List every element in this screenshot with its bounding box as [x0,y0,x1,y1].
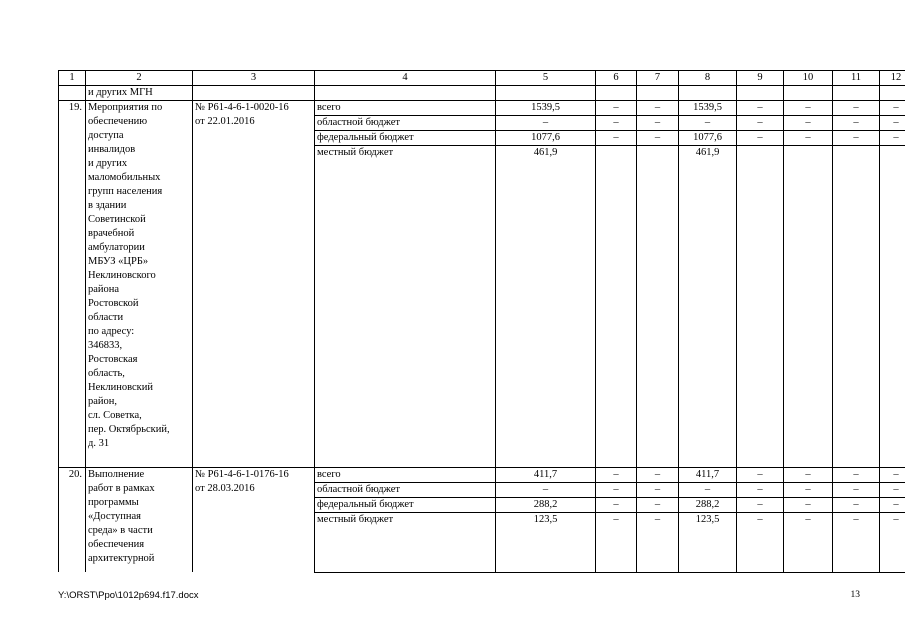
budget-value-c12: – [880,498,905,513]
description-line: обеспечению [88,116,148,127]
budget-value-c12 [880,146,905,468]
budget-value-c5: 411,7 [496,468,596,483]
budget-value-c11 [833,146,880,468]
header-cell: 6 [596,71,637,86]
budget-source: местный бюджет [315,146,496,468]
budget-value-c10: – [784,131,833,146]
item-document [193,468,315,572]
header-cell: 7 [637,71,679,86]
budget-value-c5: 123,5 [496,513,596,572]
description-line: амбулатории [88,242,145,253]
description-line: области [88,312,124,323]
description-line: МБУЗ «ЦРБ» [88,256,149,267]
budget-value-c12: – [880,116,905,131]
header-cell: 10 [784,71,833,86]
budget-value-c12: – [880,131,905,146]
budget-value-c11: – [833,131,880,146]
carry-row [59,86,905,101]
budget-value-c10: – [784,101,833,116]
description-line: Неклиновского [88,270,156,281]
document-line: от 22.01.2016 [195,116,255,127]
budget-value-c6: – [596,483,637,498]
budget-value-c7: – [637,483,679,498]
item-index: 19. [59,101,86,468]
budget-value-c7 [637,146,679,468]
header-cell: 1 [59,71,86,86]
description-line: инвалидов [88,144,136,155]
header-cell: 8 [679,71,737,86]
budget-value-c6: – [596,468,637,483]
footer-page-number: 13 [850,590,860,600]
budget-source: федеральный бюджет [315,498,496,513]
description-line: Ростовская [88,354,138,365]
budget-value-c11: – [833,468,880,483]
budget-value-c8: – [679,483,737,498]
budget-value-c10: – [784,498,833,513]
description-line: по адресу: [88,326,135,337]
budget-value-c12: – [880,101,905,116]
description-line: и других [88,158,128,169]
budget-value-c10 [784,146,833,468]
header-cell: 2 [86,71,193,86]
budget-value-c10: – [784,513,833,572]
budget-value-c9: – [737,116,784,131]
description-line: область, [88,368,125,379]
footer-file-path: Y:\ORST\Ppo\1012p694.f17.docx [58,590,199,601]
budget-value-c7: – [637,101,679,116]
budget-value-c8: 288,2 [679,498,737,513]
budget-value-c7: – [637,116,679,131]
header-cell: 5 [496,71,596,86]
header-cell: 4 [315,71,496,86]
document-line: № Р61-4-6-1-0176-16 [195,469,289,481]
budget-value-c6: – [596,101,637,116]
description-line: групп населения [88,186,163,197]
header-cell: 9 [737,71,784,86]
item-index: 20. [59,468,86,572]
budget-value-c5: 1077,6 [496,131,596,146]
budget-value-c9: – [737,468,784,483]
budget-value-c5: 288,2 [496,498,596,513]
header-cell: 3 [193,71,315,86]
budget-source: всего [315,101,496,116]
budget-source: федеральный бюджет [315,131,496,146]
budget-value-c5: 1539,5 [496,101,596,116]
budget-value-c9 [737,146,784,468]
description-line: пер. Октябрьский, [88,424,170,435]
header-cell: 12 [880,71,905,86]
budget-value-c10: – [784,483,833,498]
budget-value-c8: 461,9 [679,146,737,468]
document-line: от 28.03.2016 [195,483,255,495]
budget-source: областной бюджет [315,483,496,498]
budget-value-c5: – [496,483,596,498]
budget-source: областной бюджет [315,116,496,131]
header-row [59,71,905,86]
budget-value-c6: – [596,513,637,572]
document-line: № Р61-4-6-1-0020-16 [195,102,289,113]
budget-value-c8: 123,5 [679,513,737,572]
carry-text: и других МГН [86,86,193,101]
budget-row [59,101,905,116]
budget-value-c10: – [784,116,833,131]
item-document [193,101,315,468]
budget-row [59,468,905,483]
budget-value-c9: – [737,131,784,146]
description-line: сл. Советка, [88,410,142,421]
budget-value-c12: – [880,513,905,572]
budget-value-c7: – [637,468,679,483]
budget-source: всего [315,468,496,483]
budget-source: местный бюджет [315,513,496,572]
budget-value-c5: 461,9 [496,146,596,468]
description-line: д. 31 [88,438,110,449]
budget-value-c8: 1077,6 [679,131,737,146]
description-line: район, [88,396,118,407]
budget-value-c12: – [880,468,905,483]
budget-value-c6: – [596,498,637,513]
budget-value-c5: – [496,116,596,131]
description-line: архитектурной [88,553,155,565]
description-line: района [88,284,120,295]
item-description [86,468,193,572]
budget-value-c6: – [596,131,637,146]
budget-value-c11: – [833,116,880,131]
header-cell: 11 [833,71,880,86]
budget-value-c7: – [637,131,679,146]
description-line: врачебной [88,228,135,239]
budget-value-c8: – [679,116,737,131]
description-line: Выполнение [88,469,145,481]
description-line: программы [88,497,139,509]
budget-value-c11: – [833,483,880,498]
budget-value-c11: – [833,101,880,116]
description-line: Советинской [88,214,146,225]
budget-value-c6 [596,146,637,468]
description-line: 346833, [88,340,123,351]
description-line: обеспечения [88,539,145,551]
budget-value-c9: – [737,101,784,116]
budget-value-c9: – [737,483,784,498]
budget-value-c8: 411,7 [679,468,737,483]
budget-value-c7: – [637,498,679,513]
description-line: «Доступная [88,511,142,523]
description-line: маломобильных [88,172,161,183]
budget-value-c11: – [833,513,880,572]
budget-value-c9: – [737,498,784,513]
description-line: в здании [88,200,127,211]
budget-table [58,70,905,573]
description-line: среда» в части [88,525,153,537]
budget-value-c7: – [637,513,679,572]
item-description [86,101,193,468]
description-line: работ в рамках [88,483,155,495]
description-line: Неклиновский [88,382,153,393]
budget-value-c8: 1539,5 [679,101,737,116]
description-line: Мероприятия по [88,102,163,113]
budget-value-c10: – [784,468,833,483]
budget-value-c6: – [596,116,637,131]
description-line: доступа [88,130,124,141]
budget-value-c11: – [833,498,880,513]
budget-value-c12: – [880,483,905,498]
description-line: Ростовской [88,298,139,309]
budget-value-c9: – [737,513,784,572]
